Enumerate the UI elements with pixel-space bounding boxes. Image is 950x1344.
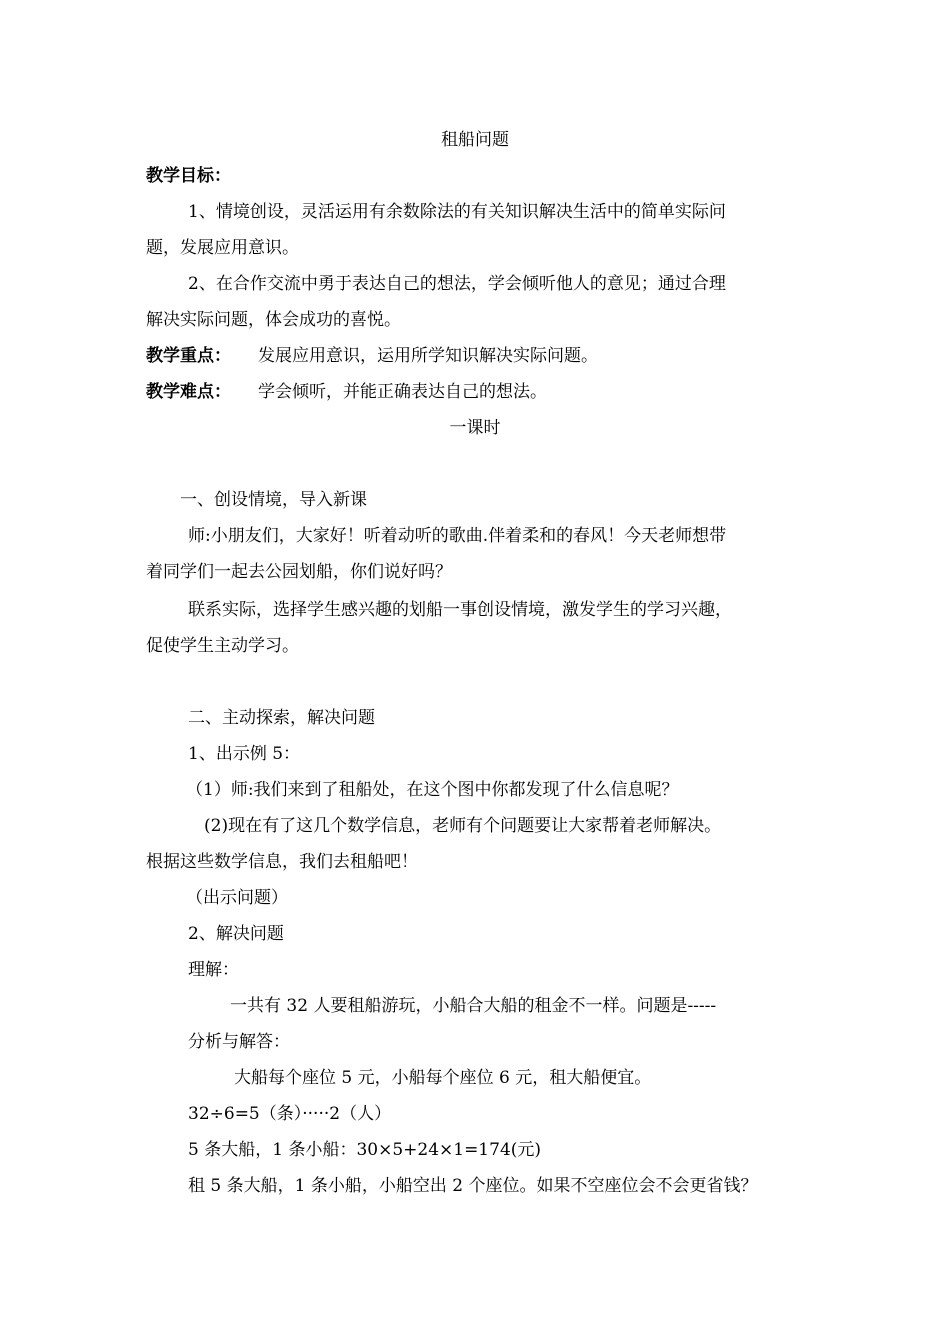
section2-step-2: 2、解决问题 <box>188 924 284 944</box>
calculation-1: 32÷6=5（条）·····2（人） <box>188 1104 392 1124</box>
objective-1-line-1: 1、情境创设，灵活运用有余数除法的有关知识解决生活中的简单实际问 <box>188 202 726 222</box>
difficulty-label: 教学难点： <box>146 382 231 402</box>
section2-heading: 二、主动探索，解决问题 <box>188 708 375 728</box>
section1-teacher-line-1: 师:小朋友们，大家好！听着动听的歌曲.伴着柔和的春风！今天老师想带 <box>188 526 727 546</box>
section1-teacher-line-2: 着同学们一起去公园划船，你们说好吗？ <box>146 562 452 582</box>
objectives-heading: 教学目标： <box>146 166 231 186</box>
calculation-3: 租 5 条大船，1 条小船，小船空出 2 个座位。如果不空座位会不会更省钱？ <box>188 1176 758 1196</box>
section1-heading: 一、创设情境，导入新课 <box>180 490 367 510</box>
understand-label: 理解： <box>188 960 239 980</box>
analysis-text: 大船每个座位 5 元，小船每个座位 6 元，租大船便宜。 <box>234 1068 652 1088</box>
section1-note-line-1: 联系实际，选择学生感兴趣的划船一事创设情境，激发学生的学习兴趣， <box>188 600 732 620</box>
section2-question-1: （1）师:我们来到了租船处，在这个图中你都发现了什么信息呢？ <box>186 780 679 800</box>
analysis-label: 分析与解答： <box>188 1032 290 1052</box>
section1-note-line-2: 促使学生主动学习。 <box>146 636 299 656</box>
objective-2-line-1: 2、在合作交流中勇于表达自己的想法，学会倾听他人的意见；通过合理 <box>188 274 726 294</box>
section2-question-2-line-2: 根据这些数学信息，我们去租船吧！ <box>146 852 418 872</box>
section2-step-1: 1、出示例 5： <box>188 744 301 764</box>
objective-1-line-2: 题，发展应用意识。 <box>146 238 299 258</box>
section2-question-2-line-1: (2)现在有了这几个数学信息，老师有个问题要让大家帮着老师解决。 <box>204 816 722 836</box>
key-point-label: 教学重点： <box>146 346 231 366</box>
section2-show-problem: （出示问题） <box>186 888 288 908</box>
understand-text: 一共有 32 人要租船游玩，小船合大船的租金不一样。问题是----- <box>230 996 717 1016</box>
document-title: 租船问题 <box>441 130 509 150</box>
duration: 一课时 <box>449 418 501 438</box>
key-point-text: 发展应用意识，运用所学知识解决实际问题。 <box>258 346 598 366</box>
difficulty-text: 学会倾听，并能正确表达自己的想法。 <box>258 382 547 402</box>
objective-2-line-2: 解决实际问题，体会成功的喜悦。 <box>146 310 401 330</box>
calculation-2: 5 条大船，1 条小船：30×5+24×1=174(元) <box>188 1140 542 1160</box>
